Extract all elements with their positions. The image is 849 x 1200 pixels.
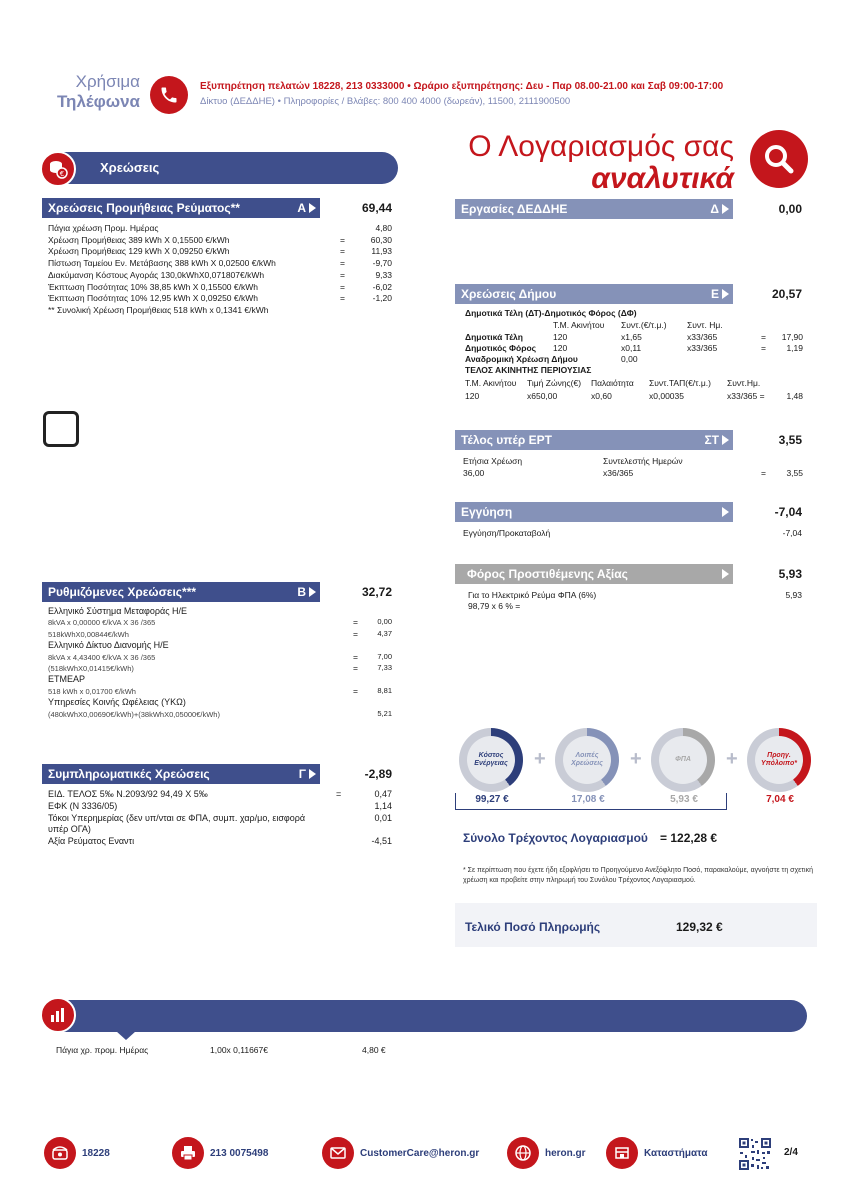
svg-text:€: € [59,170,65,178]
charge-row-text: Τόκοι Υπερημερίας (δεν υπ/νται σε ΦΠΑ, συμπ. χαρ/μο, εισφορά [48,812,306,823]
muni-retro-value: 0,00 [621,354,638,364]
muni-row-name: Δημοτικός Φόρος [465,343,537,353]
charge-row-value: 0,47 [374,789,392,799]
bottom-bar [56,1000,807,1032]
charge-row-text: Διακύμανση Κόστους Αγοράς 130,0kWhX0,071807€/kWh [48,269,265,280]
charge-row-value: -9,70 [372,258,392,269]
charge-row-value: 5,21 [377,708,392,718]
supplementary-charges-label: Συμπληρωματικές Χρεώσεις [48,767,210,781]
muni-row-days: x33/365 [687,332,718,342]
charge-row-text: 8kVA x 0,00000 €/kVA X 36 /365 [48,618,156,628]
supply-letter: Α [297,201,306,215]
muni-col-days: Συντ. Ημ. [687,320,723,330]
ert-label: Τέλος υπέρ ΕΡΤ [461,433,552,447]
charge-row-eq: = [340,246,345,257]
tap-total: 1,48 [786,391,803,401]
phone-icon [150,76,188,114]
charge-row-eq: = [340,269,345,280]
charge-row-eq: = [340,234,345,245]
donut-label: Προηγ. Υπόλοιπο* [755,736,803,784]
charge-row-value: 7,00 [377,651,392,661]
charges-header-label: Χρεώσεις [100,160,160,175]
ert-h1: Ετήσια Χρέωση [463,456,523,466]
donut-2 [555,728,619,792]
footer-web-label: heron.gr [545,1147,586,1159]
charge-row [48,686,392,697]
arrow-right-icon [722,204,729,214]
municipal-title: Δημοτικά Τέλη (ΔΤ)-Δημοτικός Φόρος (ΔΦ) [465,308,637,318]
charge-row-text: Έκπτωση Ποσότητας 10% 12,95 kWh X 0,09250 €/kWh [48,293,258,304]
municipal-letter: Ε [710,287,719,301]
donut-label: Κόστος Ενέργειας [467,736,515,784]
ert-total: 3,55 [778,433,802,447]
globe-icon [507,1137,539,1169]
municipal-label: Χρεώσεις Δήμου [461,287,557,301]
donut-value: 5,93 € [670,794,698,805]
footer-stores-label: Καταστήματα [644,1147,708,1159]
supply-rows [48,223,392,323]
bottom-bar-pointer [116,1031,136,1040]
charge-row [48,789,392,800]
muni-row-eq: = [761,332,766,342]
tap-value: x33/365 = [727,391,765,401]
service-line: Εξυπηρέτηση πελατών 18228, 213 0333000 • Ωράριο εξυπηρέτησης: Δευ - Παρ 08.00-21.00 και Σαβ 09:00-17:00 [200,81,724,92]
arrow-right-icon [309,769,316,779]
municipal-pill[interactable] [455,284,733,304]
charge-row [48,617,392,628]
charge-row-text: Χρέωση Προμήθειας 129 kWh X 0,09250 €/kWh [48,246,230,257]
charge-row [48,270,392,281]
muni-row-sqm: 120 [553,343,568,353]
municipal-details [465,308,803,408]
tap-header: Τιμή Ζώνης(€) [527,378,582,388]
bottom-row-calc: 1,00x 0,11667€ [210,1045,268,1055]
vat-pill[interactable] [455,564,733,584]
charge-row [48,813,392,824]
charge-row-eq: = [353,663,358,673]
charge-row [48,697,392,708]
charge-row-text: ** Συνολική Χρέωση Προμήθειας 518 kWh x 0,1341 €/kWh [48,304,269,315]
deddie-letter: Δ [710,202,719,216]
donut-label: ΦΠΑ [659,736,707,784]
tap-header: Συντ.Ημ. [727,378,761,388]
tap-value: x0,60 [591,391,612,401]
ert-pill[interactable] [455,430,733,450]
final-value: 129,32 € [676,920,723,934]
charge-row-text: Αξία Ρεύματος Εναντι [48,836,135,847]
charge-row [48,640,392,651]
footer-fax-label: 213 0075498 [210,1147,269,1159]
arrow-right-icon [722,507,729,517]
plus-sign: + [630,748,642,770]
charge-row [48,293,392,304]
deposit-label: Εγγύηση [461,505,513,519]
ert-v2: x36/365 [603,468,634,478]
title-line1: Ο Λογαριασμός σας [468,130,734,163]
tap-value: x0,00035 [649,391,684,401]
charge-row-eq: = [336,789,342,799]
arrow-right-icon [309,203,316,213]
ert-h2: Συντελεστής Ημερών [603,456,683,466]
deposit-row: Εγγύηση/Προκαταβολή [463,528,551,538]
ert-eq: = [761,468,766,478]
tap-value: 120 [465,391,480,401]
charge-row-text: Πίστωση Ταμείου Εν. Μετάβασης 388 kWh X 0,02500 €/kWh [48,258,276,269]
previous-balance-note: * Σε περίπτωση που έχετε ήδη εξοφλήσει το Προηγούμενο Ανεξόφλητο Ποσό, παρακαλούμε, αγνοήστε τη σχετική χρέωση και προβείτε στην πληρωμή του Συνόλου Τρέχοντος Λογαριασμού. [463,867,813,884]
charge-row [48,246,392,257]
charge-row [48,836,392,847]
footer-email[interactable] [322,1137,479,1169]
charge-row-text: ΕΙΔ. ΤΕΛΟΣ 5‰ Ν.2093/92 94,49 X 5‰ [48,789,208,799]
charge-row-value: 9,33 [375,269,392,280]
charge-row [48,801,392,812]
phones-label: Τηλέφωνα [56,92,140,111]
plus-sign: + [726,748,738,770]
charge-row-value: -4,51 [371,836,392,847]
charge-row-text: 518 kWh x 0,01700 €/kWh [48,686,136,696]
muni-row-value: 1,19 [786,343,803,353]
supplementary-rows [48,789,392,859]
charge-row-eq: = [340,281,345,292]
footer-fax[interactable] [172,1137,268,1169]
vat-row2: 98,79 x 6 % = [468,601,521,611]
charge-row-text: (480kWhX0,00690€/kWh)+(38kWhX0,05000€/kWh) [48,709,220,719]
tap-header: Συντ.ΤΑΠ(€/τ.μ.) [649,378,711,388]
footer-web[interactable] [507,1137,586,1169]
deddie-label: Εργασίες ΔΕΔΔΗΕ [461,202,568,216]
charge-row-value: -6,02 [372,281,392,292]
charge-row-eq: = [353,685,358,696]
qr-code-icon[interactable] [738,1137,772,1171]
charge-row [48,282,392,293]
charge-row-value: 8,81 [377,685,392,695]
muni-row-eq: = [761,343,766,353]
charge-row [48,606,392,617]
supply-charges-pill[interactable] [42,198,320,218]
charge-row-text: Χρέωση Προμήθειας 389 kWh X 0,15500 €/kWh [48,234,230,245]
deddie-total: 0,00 [778,202,802,216]
useful-phones-title [40,72,140,112]
donut-1 [459,728,523,792]
supplementary-letter: Γ [298,767,306,781]
current-total-value: = 122,28 € [660,831,718,845]
charge-row-value: 0,01 [374,812,392,823]
deposit-value: -7,04 [782,528,802,538]
current-total-label: Σύνολο Τρέχοντος Λογαριασμού [463,831,648,845]
donut-value: 17,08 € [571,794,605,805]
vat-total: 5,93 [778,567,802,581]
muni-row-name: Δημοτικά Τέλη [465,332,523,342]
plus-sign: + [534,748,546,770]
charge-row-text: 8kVA x 4,43400 €/kVA X 36 /365 [48,652,156,662]
bottom-row-value: 4,80 € [362,1045,386,1055]
vat-value: 5,93 [785,590,802,600]
charge-row-text: Ελληνικό Δίκτυο Διανομής Η/Ε [48,640,169,651]
charge-row-text: υπέρ ΟΓΑ) [48,824,91,835]
charge-row [48,652,392,663]
charge-row-eq: = [340,258,345,269]
deddie-pill[interactable] [455,199,733,219]
charge-row [48,223,392,234]
charge-row [48,824,392,835]
regulated-charges-label: Ρυθμιζόμενες Χρεώσεις*** [48,585,197,599]
supply-total: 69,44 [361,201,392,215]
arrow-right-icon [722,569,729,579]
donut-3 [651,728,715,792]
muni-row-days: x33/365 [687,343,718,353]
tap-header: Τ.Μ. Ακινήτου [465,378,517,388]
charge-row [48,629,392,640]
donut-value: 99,27 € [475,794,509,805]
charge-row-text: ΕΦΚ (Ν 3336/05) [48,800,118,811]
ert-details [463,456,803,482]
muni-row-coef: x0,11 [621,343,642,353]
donut-label: Λοιπές Χρεώσεις [563,736,611,784]
deposit-pill[interactable] [455,502,733,522]
charge-row [48,663,392,674]
arrow-right-icon [309,587,316,597]
charge-row-text: Υπηρεσίες Κοινής Ωφέλειας (ΥΚΩ) [48,697,186,708]
telephone-icon [44,1137,76,1169]
magnifier-icon [750,130,808,188]
fax-icon [172,1137,204,1169]
charge-row-text: Έκπτωση Ποσότητας 10% 38,85 kWh X 0,15500 €/kWh [48,281,258,292]
ert-value: 3,55 [786,468,803,478]
regulated-letter: Β [297,585,306,599]
muni-row-value: 17,90 [781,332,803,342]
regulated-rows [48,606,392,726]
deposit-total: -7,04 [774,505,802,519]
page-title [452,130,734,194]
supplementary-charges-pill[interactable] [42,764,320,784]
page-number: 2/4 [784,1147,798,1158]
charge-row-eq: = [353,651,358,662]
charge-row [48,235,392,246]
donut-4 [747,728,811,792]
footer-phone-label: 18228 [82,1147,110,1159]
charge-row-value: 11,93 [371,246,392,257]
regulated-total: 32,72 [361,585,392,599]
muni-row-coef: x1,65 [621,332,642,342]
charge-row-text: Πάγια χρέωση Προμ. Ημέρας [48,223,159,233]
vat-label: Φόρος Προστιθέμενης Αξίας [467,567,628,581]
charge-row-value: 4,80 [375,223,392,233]
charge-row-eq: = [353,628,358,639]
donut-value: 7,04 € [766,794,794,805]
charge-row [48,258,392,269]
supply-charges-label: Χρεώσεις Προμήθειας Ρεύματος** [48,201,240,215]
charge-row-eq: = [353,617,358,628]
checkbox[interactable] [43,411,79,447]
ert-v1: 36,00 [463,468,485,478]
tap-value: x650,00 [527,391,558,401]
charge-row [48,709,392,720]
footer-phone[interactable] [44,1137,110,1169]
tap-header: Παλαιότητα [591,378,634,388]
coins-icon [40,151,76,187]
muni-col-sqm: Τ.Μ. Ακινήτου [553,320,605,330]
charge-row-text: ΕΤΜΕΑΡ [48,674,86,685]
charge-row [48,305,392,316]
arrow-right-icon [722,289,729,299]
vat-row1: Για το Ηλεκτρικό Ρεύμα ΦΠΑ (6%) [468,590,597,600]
network-line: Δίκτυο (ΔΕΔΔΗΕ) • Πληροφορίες / Βλάβες: 800 400 4000 (δωρεάν), 11500, 2111900500 [200,96,571,107]
arrow-right-icon [722,435,729,445]
footer-email-label: CustomerCare@heron.gr [360,1147,480,1159]
donut-values [455,794,815,808]
charge-row [48,674,392,685]
useful-label: Χρήσιμα [75,72,140,91]
charges-header-bar [56,152,398,184]
municipal-total: 20,57 [771,287,802,301]
charge-row-value: 1,14 [374,800,392,811]
supplementary-total: -2,89 [364,767,392,781]
charge-row-value: 60,30 [370,234,392,245]
charge-row-text: Ελληνικό Σύστημα Μεταφοράς Η/Ε [48,606,188,616]
ert-letter: ΣΤ [704,433,719,447]
title-line2: αναλυτικά [591,162,734,195]
store-icon [606,1137,638,1169]
muni-col-coef: Συντ.(€/τ.μ.) [621,320,667,330]
footer-stores[interactable] [606,1137,707,1169]
final-label: Τελικό Ποσό Πληρωμής [465,920,601,934]
charge-row-value: 7,33 [377,663,392,672]
charge-row-text: 518kWhX0,00844€/kWh [48,629,129,639]
charge-row-value: 0,00 [377,617,392,627]
muni-retro-label: Αναδρομική Χρέωση Δήμου [465,354,578,364]
charge-row-eq: = [340,293,345,304]
regulated-charges-pill[interactable] [42,582,320,602]
charge-row-value: 4,37 [377,628,392,638]
muni-row-sqm: 120 [553,332,568,342]
chart-icon [40,997,76,1033]
charge-row-text: (518kWhX0,01415€/kWh) [48,664,134,673]
tap-title: ΤΕΛΟΣ ΑΚΙΝΗΤΗΣ ΠΕΡΙΟΥΣΙΑΣ [465,365,592,375]
envelope-icon [322,1137,354,1169]
bottom-row-label: Πάγια χρ. προμ. Ημέρας [56,1045,149,1055]
charge-row-value: -1,20 [372,293,392,304]
